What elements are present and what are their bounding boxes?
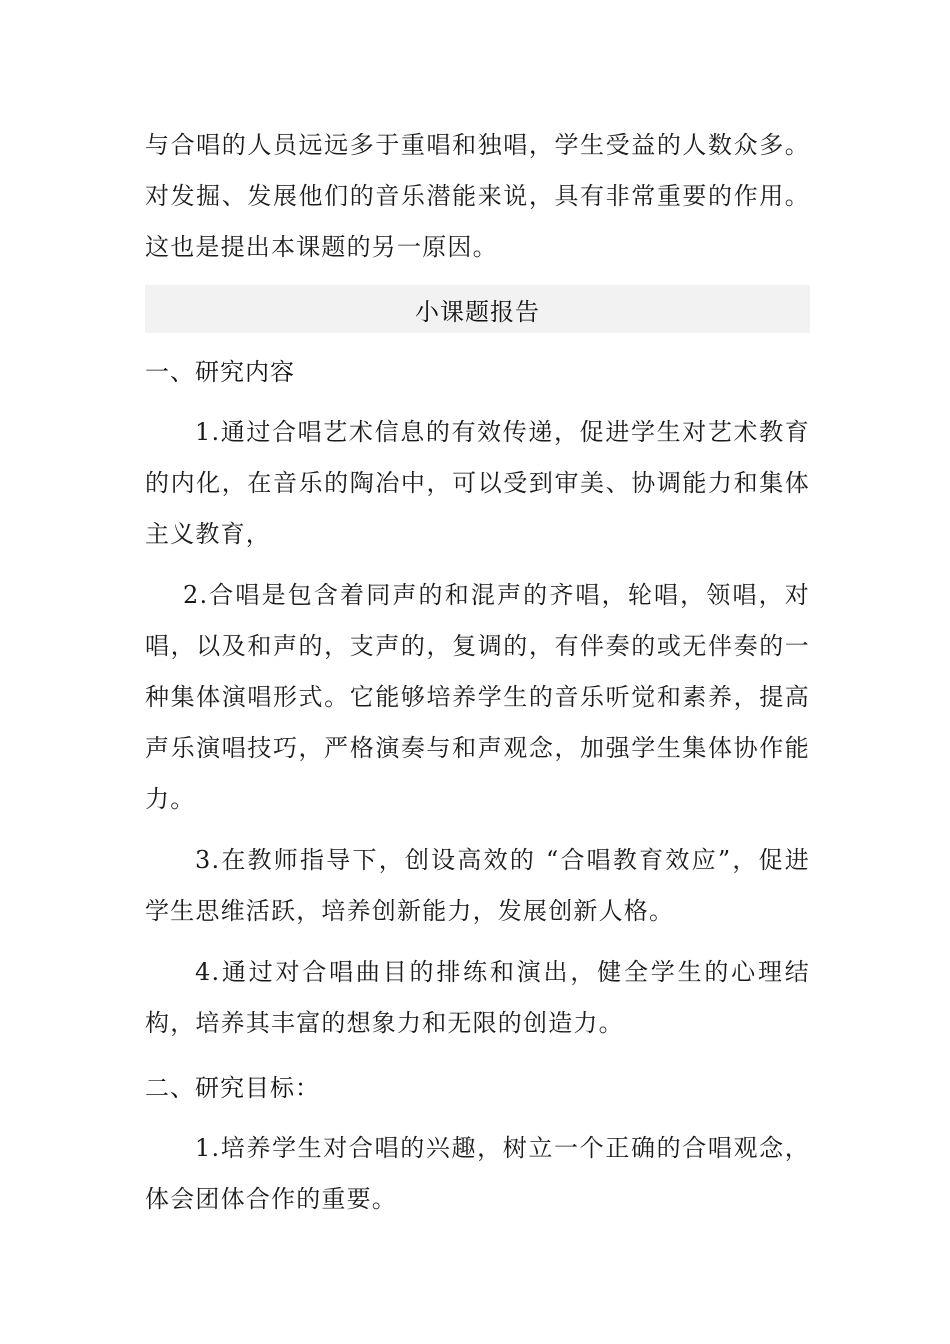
intro-paragraph: 与合唱的人员远远多于重唱和独唱，学生受益的人数众多。对发掘、发展他们的音乐潜能来说，具有非常重要的作用。这也是提出本课题的另一原因。 <box>145 131 810 261</box>
section-heading-research-goals: 二、研究目标： <box>145 1074 320 1102</box>
report-title: 小课题报告 <box>415 297 540 326</box>
goal-item-1: 1.培养学生对合唱的兴趣，树立一个正确的合唱观念，体会团体合作的重要。 <box>145 1134 810 1213</box>
content-item-1: 1.通过合唱艺术信息的有效传递，促进学生对艺术教育的内化，在音乐的陶冶中，可以受到审美、协调能力和集体主义教育， <box>145 418 810 548</box>
content-item-2: 2.合唱是包含着同声的和混声的齐唱，轮唱，领唱，对唱，以及和声的，支声的，复调的，有伴奏的或无伴奏的一种集体演唱形式。它能够培养学生的音乐听觉和素养，提高声乐演唱技巧，严格演奏与和声观念，加强学生集体协作能力。 <box>145 581 810 813</box>
report-title-banner <box>145 285 810 333</box>
content-item-3: 3.在教师指导下，创设高效的 “合唱教育效应”，促进学生思维活跃，培养创新能力，发展创新人格。 <box>145 846 810 925</box>
section-heading-research-content: 一、研究内容 <box>145 358 295 386</box>
content-item-4: 4.通过对合唱曲目的排练和演出，健全学生的心理结构，培养其丰富的想象力和无限的创造力。 <box>145 958 810 1037</box>
document-page <box>145 120 810 1225</box>
